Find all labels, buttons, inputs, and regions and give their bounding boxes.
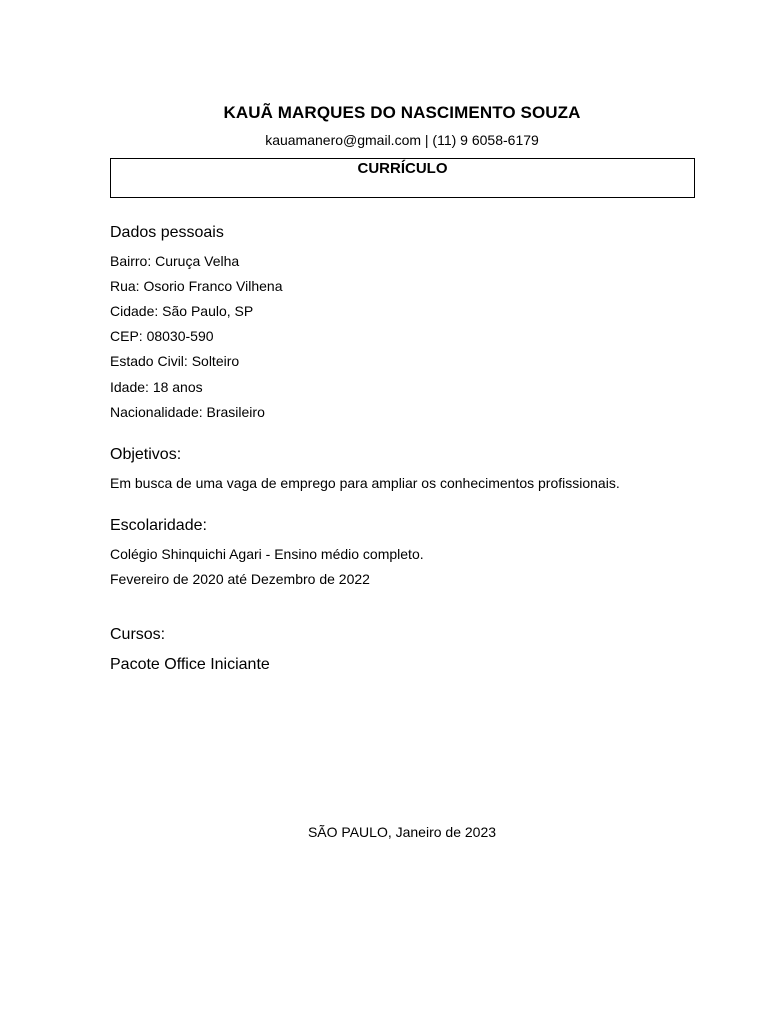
personal-line-marital-status: Estado Civil: Solteiro	[110, 353, 240, 369]
personal-line-neighborhood: Bairro: Curuça Velha	[110, 253, 240, 269]
education-heading: Escolaridade:	[110, 517, 207, 534]
courses-heading: Cursos:	[110, 626, 166, 643]
education-school-line: Colégio Shinquichi Agari - Ensino médio completo.	[110, 546, 424, 562]
personal-line-street: Rua: Osorio Franco Vilhena	[110, 278, 283, 294]
education-period-line: Fevereiro de 2020 até Dezembro de 2022	[110, 571, 370, 587]
personal-data-heading: Dados pessoais	[110, 224, 224, 241]
personal-line-age: Idade: 18 anos	[110, 379, 203, 395]
objectives-heading: Objetivos:	[110, 446, 182, 463]
place-date-footer: SÃO PAULO, Janeiro de 2023	[307, 824, 497, 840]
candidate-name: KAUÃ MARQUES DO NASCIMENTO SOUZA	[223, 103, 581, 122]
personal-line-nationality: Nacionalidade: Brasileiro	[110, 404, 265, 420]
objectives-text: Em busca de uma vaga de emprego para ampliar os conhecimentos profissionais.	[110, 475, 620, 491]
document-title: CURRÍCULO	[357, 160, 448, 177]
personal-line-city: Cidade: São Paulo, SP	[110, 303, 254, 319]
document-title-box	[110, 158, 695, 198]
course-item: Pacote Office Iniciante	[110, 656, 270, 673]
contact-info: kauamanero@gmail.com | (11) 9 6058-6179	[265, 132, 539, 148]
personal-line-zip: CEP: 08030-590	[110, 328, 214, 344]
